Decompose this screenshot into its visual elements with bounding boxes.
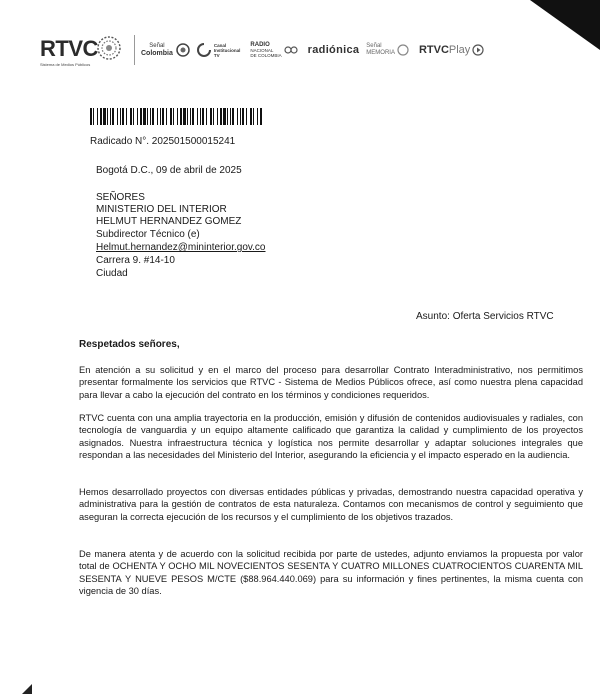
rtvc-burst-icon bbox=[96, 35, 122, 61]
radionica-text: radiónica bbox=[307, 44, 360, 56]
recipient-name: HELMUT HERNANDEZ GOMEZ bbox=[96, 216, 242, 227]
paragraph-3: Hemos desarrollado proyectos con diversas entidades públicas y privadas, demostrando nuestra capacidad operativa y administrativa para la gestión de contratos de esta naturaleza. Contamos con mecanismos de control y seguimiento que aseguran la correcta ejecución de los recursos y el cumplimiento de los objetivos trazados. bbox=[79, 487, 583, 522]
barcode-bar bbox=[210, 108, 212, 125]
barcode-bar bbox=[147, 108, 148, 125]
barcode-bar bbox=[143, 108, 146, 125]
senal-memoria-icon bbox=[397, 44, 409, 56]
barcode-bar bbox=[90, 108, 92, 125]
radio-line1: RADIO bbox=[250, 41, 270, 48]
barcode-bar bbox=[200, 108, 201, 125]
barcode-bar bbox=[232, 108, 234, 125]
rtvc-logo-subtitle: Sistema de Medios Públicos bbox=[40, 62, 91, 67]
barcode-bar bbox=[150, 108, 151, 125]
barcode-bar bbox=[126, 108, 127, 125]
greeting: Respetados señores, bbox=[79, 339, 180, 350]
memoria-line2: MEMORIA bbox=[366, 50, 395, 56]
radio-line2: NACIONAL bbox=[250, 47, 274, 53]
rtvc-play-text-1: RTVC bbox=[418, 44, 449, 56]
senal-colombia-logo bbox=[141, 43, 190, 57]
barcode-bar bbox=[100, 108, 102, 125]
radio-line3: DE COLOMBIA bbox=[250, 52, 282, 58]
barcode-bar bbox=[220, 108, 222, 125]
barcode-bar bbox=[246, 108, 247, 125]
barcode-bar bbox=[140, 108, 142, 125]
barcode-bar bbox=[242, 108, 244, 125]
barcode-bar bbox=[206, 108, 207, 125]
barcode-bar bbox=[160, 108, 161, 125]
senal-memoria-logo bbox=[366, 43, 409, 57]
canal-institucional-icon bbox=[197, 43, 211, 57]
paragraph-2: RTVC cuenta con una amplia trayectoria en la producción, emisión y difusión de contenidos audiovisuales y radiales, con tecnología de vanguardia y un equipo altamente calificado que garantiza la calidad y cumplimiento de los proyectos asignados. Nuestra infraestructura técnica y logística nos permite desarrollar y adaptar soluciones integrales que respondan a las necesidades del Ministerio del Interior, asegurando la eficiencia y el impacto esperado en la audiencia. bbox=[79, 413, 583, 461]
barcode-bar bbox=[213, 108, 214, 125]
barcode-bar bbox=[257, 108, 258, 125]
recipient-email[interactable]: Helmut.hernandez@mininterior.gov.co bbox=[96, 242, 266, 253]
barcode-bar bbox=[240, 108, 241, 125]
barcode-bar bbox=[93, 108, 94, 125]
barcode-bar bbox=[162, 108, 164, 125]
senal-colombia-icon bbox=[176, 43, 190, 57]
barcode-bar bbox=[152, 108, 154, 125]
rtvc-logo-text: RTVC bbox=[40, 36, 98, 61]
canal-line1: Canal bbox=[213, 42, 227, 48]
rtvc-play-text-2: Play bbox=[448, 44, 471, 56]
letterhead bbox=[36, 28, 536, 72]
recipient-address: Carrera 9. #14-10 bbox=[96, 255, 175, 266]
barcode-bar bbox=[117, 108, 118, 125]
play-icon bbox=[472, 44, 484, 56]
barcode-bar bbox=[253, 108, 254, 125]
barcode-bar bbox=[120, 108, 121, 125]
barcode-bar bbox=[157, 108, 158, 125]
barcode-bar bbox=[230, 108, 231, 125]
barcode-bar bbox=[197, 108, 198, 125]
city-date: Bogotá D.C., 09 de abril de 2025 bbox=[96, 165, 242, 176]
canal-institucional-logo bbox=[197, 43, 241, 58]
barcode-bar bbox=[237, 108, 238, 125]
barcode-bar bbox=[103, 108, 106, 125]
canal-line2: Institucional bbox=[213, 47, 241, 53]
radio-nacional-logo bbox=[247, 43, 297, 58]
barcode-bar bbox=[250, 108, 252, 125]
barcode-bar bbox=[133, 108, 134, 125]
memoria-line1: Señal bbox=[366, 43, 382, 49]
barcode-bar bbox=[260, 108, 262, 125]
barcode-bar bbox=[110, 108, 111, 125]
scan-mark-icon bbox=[22, 684, 32, 694]
recipient-city: Ciudad bbox=[96, 268, 128, 279]
subject-line: Asunto: Oferta Servicios RTVC bbox=[416, 311, 554, 322]
barcode-bar bbox=[112, 108, 114, 125]
barcode-bar bbox=[173, 108, 174, 125]
barcode-bar bbox=[202, 108, 204, 125]
rtvc-logo bbox=[36, 30, 128, 70]
recipient-position: Subdirector Técnico (e) bbox=[96, 229, 200, 240]
barcode-bar bbox=[130, 108, 132, 125]
recipient-salutation: SEÑORES bbox=[96, 192, 145, 203]
barcode-bar bbox=[180, 108, 182, 125]
barcode-bar bbox=[170, 108, 172, 125]
barcode-bar bbox=[192, 108, 194, 125]
barcode-bar bbox=[166, 108, 167, 125]
senal-colombia-line2: Colombia bbox=[141, 50, 173, 57]
barcode-bar bbox=[227, 108, 228, 125]
barcode-bar bbox=[97, 108, 98, 125]
senal-colombia-line1: Señal bbox=[149, 43, 165, 49]
barcode-bar bbox=[217, 108, 218, 125]
scan-corner-fold bbox=[530, 0, 600, 50]
header-divider bbox=[134, 35, 135, 65]
barcode bbox=[90, 108, 264, 125]
barcode-bar bbox=[177, 108, 178, 125]
canal-line3: TV bbox=[213, 52, 220, 58]
radicado-number: Radicado N°. 202501500015241 bbox=[90, 136, 236, 147]
barcode-bar bbox=[122, 108, 124, 125]
barcode-bar bbox=[190, 108, 191, 125]
paragraph-4: De manera atenta y de acuerdo con la solicitud recibida por parte de ustedes, adjunto enviamos la propuesta por valor total de OCHENTA Y OCHO MIL NOVECIENTOS SESENTA Y CUATRO MILLONES CUATROCIENTOS CUARENTA MIL SESENTA Y NUEVE PESOS M/CTE ($88.964.440.069) para su información y fines pertinentes, la misma cuenta con vigencia de 30 días. bbox=[79, 549, 583, 597]
barcode-bar bbox=[107, 108, 108, 125]
radionica-logo bbox=[305, 44, 360, 56]
paragraph-1: En atención a su solicitud y en el marco del proceso para desarrollar Contrato Interadministrativo, nos permitimos presentar formalmente los servicios que RTVC - Sistema de Medios Públicos ofrece, así como nuestra plena capacidad para llevar a cabo la ejecución del contrato en los términos y condiciones requeridos. bbox=[79, 365, 583, 400]
barcode-bar bbox=[183, 108, 186, 125]
rtvc-play-logo bbox=[416, 44, 484, 56]
barcode-bar bbox=[137, 108, 138, 125]
radio-nacional-icon bbox=[284, 43, 298, 57]
barcode-bar bbox=[223, 108, 226, 125]
barcode-bar bbox=[187, 108, 188, 125]
recipient-organization: MINISTERIO DEL INTERIOR bbox=[96, 204, 227, 215]
